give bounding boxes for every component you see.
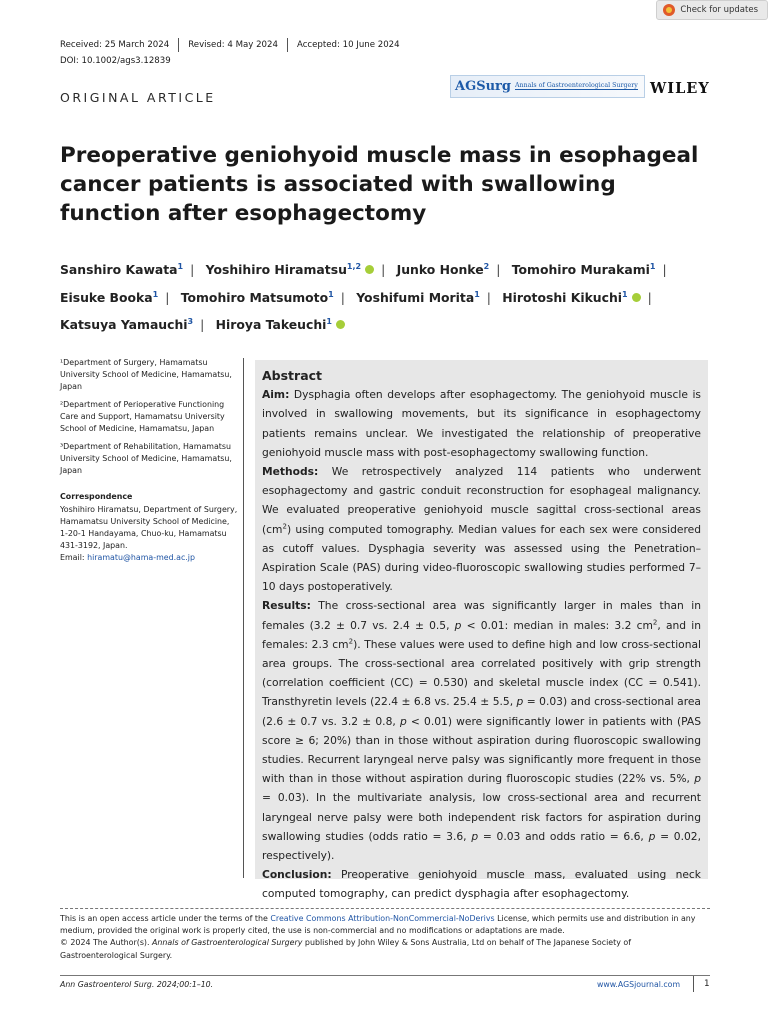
revised-date: Revised: 4 May 2024 <box>188 40 278 50</box>
journal-logo[interactable] <box>450 75 645 98</box>
check-for-updates-button[interactable] <box>656 0 768 20</box>
column-divider <box>243 358 244 878</box>
footer-separator <box>693 976 694 992</box>
author[interactable]: Yoshihiro Hiramatsu$^{1,2}$ <box>206 262 374 277</box>
author[interactable]: Katsuya Yamauchi$^3$ <box>60 317 194 333</box>
abstract-box <box>255 360 708 901</box>
publisher-logo[interactable]: WILEY <box>650 80 710 97</box>
doi[interactable]: DOI: 10.1002/ags3.12839 <box>60 56 171 66</box>
author[interactable]: Hirotoshi Kikuchi$^1$ <box>502 290 640 305</box>
orcid-icon[interactable] <box>365 265 374 274</box>
journal-logo-mark: AGSurg <box>455 79 511 94</box>
divider <box>178 38 179 52</box>
check-for-updates-label: Check for updates <box>680 5 758 15</box>
abstract-aim: Aim: Dysphagia often develops after esophagectomy. The geniohyoid muscle is involved in swallowing movements, but its significance in esophagectomy patients remains unclear. We investigated the relationship of preoperative geniohyoid muscle mass with post-esophagectomy swallowing function. <box>262 388 701 459</box>
affiliations <box>60 357 238 564</box>
abstract-conclusion: Conclusion: Preoperative geniohyoid muscle mass, evaluated using neck computed tomography, can predict dysphagia after esophagectomy. <box>262 868 701 901</box>
author[interactable]: Sanshiro Kawata$^1$ <box>60 262 184 278</box>
citation: Ann Gastroenterol Surg. 2024;00:1–10. <box>60 980 214 989</box>
license-note <box>60 913 710 962</box>
author[interactable]: Tomohiro Murakami$^1$ <box>511 262 656 278</box>
license-line: This is an open access article under the terms of the Creative Commons Attribution-NonCommercial-NoDerivs License, which permits use and distribution in any medium, provided the original work is properly cited, the use is non-commercial and no modifications or adaptations are made. <box>60 914 696 936</box>
email-link[interactable]: hiramatu@hama-med.ac.jp <box>87 553 196 562</box>
author[interactable]: Eisuke Booka$^1$ <box>60 289 159 305</box>
orcid-icon[interactable] <box>632 293 641 302</box>
received-date: Received: 25 March 2024 <box>60 40 170 50</box>
abstract-results: Results: The cross-sectional area was significantly larger in males than in females (3.2 ± 0.7 vs. 2.4 ± 0.5, p < 0.01: median in males: 3.2 $cm^2$, and in females: 2.3 $cm^2$). These values were used to define high and low cross-sectional area groups. The cross-sectional area correlated positively with grip strength (correlation coefficient (CC) = 0.530) and skeletal muscle index (CC = 0.541). Transthyretin levels (22.4 ± 6.8 vs. 25.4 ± 5.5, p = 0.03) and cross-sectional area (2.6 ± 0.7 vs. 3.2 ± 0.8, p < 0.01) were significantly lower in patients with (PAS score ≥ 6; 20%) than in those without aspiration during fluoroscopic swallowing studies. Recurrent laryngeal nerve palsy was significantly more frequent in those with than in those without aspiration during fluoroscopic studies (22% vs. 5%, p = 0.03). In the multivariate analysis, low cross-sectional area and recurrent laryngeal nerve palsy were both independent risk factors for aspiration during swallowing studies (odds ratio = 3.6, p = 0.03 and odds ratio = 6.6, p = 0.02, respectively). <box>262 599 701 863</box>
journal-logo-subtitle: Annals of Gastroenterological Surgery <box>514 81 638 89</box>
affiliation: ¹Department of Surgery, Hamamatsu University School of Medicine, Hamamatsu, Japan <box>60 358 232 391</box>
journal-website-link[interactable]: www.AGSjournal.com <box>597 980 681 989</box>
accepted-date: Accepted: 10 June 2024 <box>296 40 400 50</box>
author-list: Sanshiro Kawata$^1$ | Yoshihiro Hiramatsu$^{1,2}$ | Junko Honke$^2$ | Tomohiro Murakami$^1$ | Eisuke Booka$^1$ | Tomohiro Matsumoto$^1$ | Yoshifumi Morita$^1$ | Hirotoshi Kikuchi$^1$ | Katsuya Yamauchi$^3$ | Hiroya Takeuchi$^1$ <box>60 262 667 333</box>
abstract-methods: Methods: We retrospectively analyzed 114 patients who underwent esophagectomy and gastric conduit reconstruction for esophageal malignancy. We evaluated preoperative geniohyoid muscle sagittal cross-sectional areas $(cm^2)$ using computed tomography. Median values for each sex were considered as cutoff values. Dysphagia severity was assessed using the Penetration–Aspiration Scale (PAS) during video-fluoroscopic swallowing studies performed 7–10 days postoperatively. <box>262 465 701 594</box>
publication-dates <box>60 38 400 52</box>
correspondence-address: Yoshihiro Hiramatsu, Department of Surgery, Hamamatsu University School of Medicine, 1-20-1 Handayama, Chuo-ku, Hamamatsu 431-3192, Japan. Email: hiramatu@hama-med.ac.jp <box>60 505 238 562</box>
license-link[interactable]: Creative Commons Attribution-NonCommercial-NoDerivs <box>270 914 495 923</box>
page-number: 1 <box>704 979 710 989</box>
footer-divider <box>60 975 710 976</box>
abstract-heading: Abstract <box>262 368 323 383</box>
article-type: ORIGINAL ARTICLE <box>60 90 216 105</box>
divider <box>287 38 288 52</box>
footnote-divider <box>60 908 710 909</box>
author[interactable]: Yoshifumi Morita$^1$ <box>356 289 480 305</box>
affiliation: ²Department of Perioperative Functioning Care and Support, Hamamatsu University School of Medicine, Hamamatsu, Japan <box>60 400 225 433</box>
affiliation: ³Department of Rehabilitation, Hamamatsu University School of Medicine, Hamamatsu, Japan <box>60 442 232 475</box>
author[interactable]: Hiroya Takeuchi$^1$ <box>216 317 345 332</box>
article-title: Preoperative geniohyoid muscle mass in esophageal cancer patients is associated with swallowing function after esophagectomy <box>60 143 699 226</box>
author[interactable]: Junko Honke$^2$ <box>396 262 490 278</box>
author[interactable]: Tomohiro Matsumoto$^1$ <box>180 289 334 305</box>
orcid-icon[interactable] <box>336 320 345 329</box>
copyright-line: © 2024 The Author(s). Annals of Gastroenterological Surgery published by John Wiley & Sons Australia, Ltd on behalf of The Japanese Society of Gastroenterological Surgery. <box>60 938 632 960</box>
correspondence-heading: Correspondence <box>60 492 133 501</box>
crossmark-icon <box>663 4 675 16</box>
